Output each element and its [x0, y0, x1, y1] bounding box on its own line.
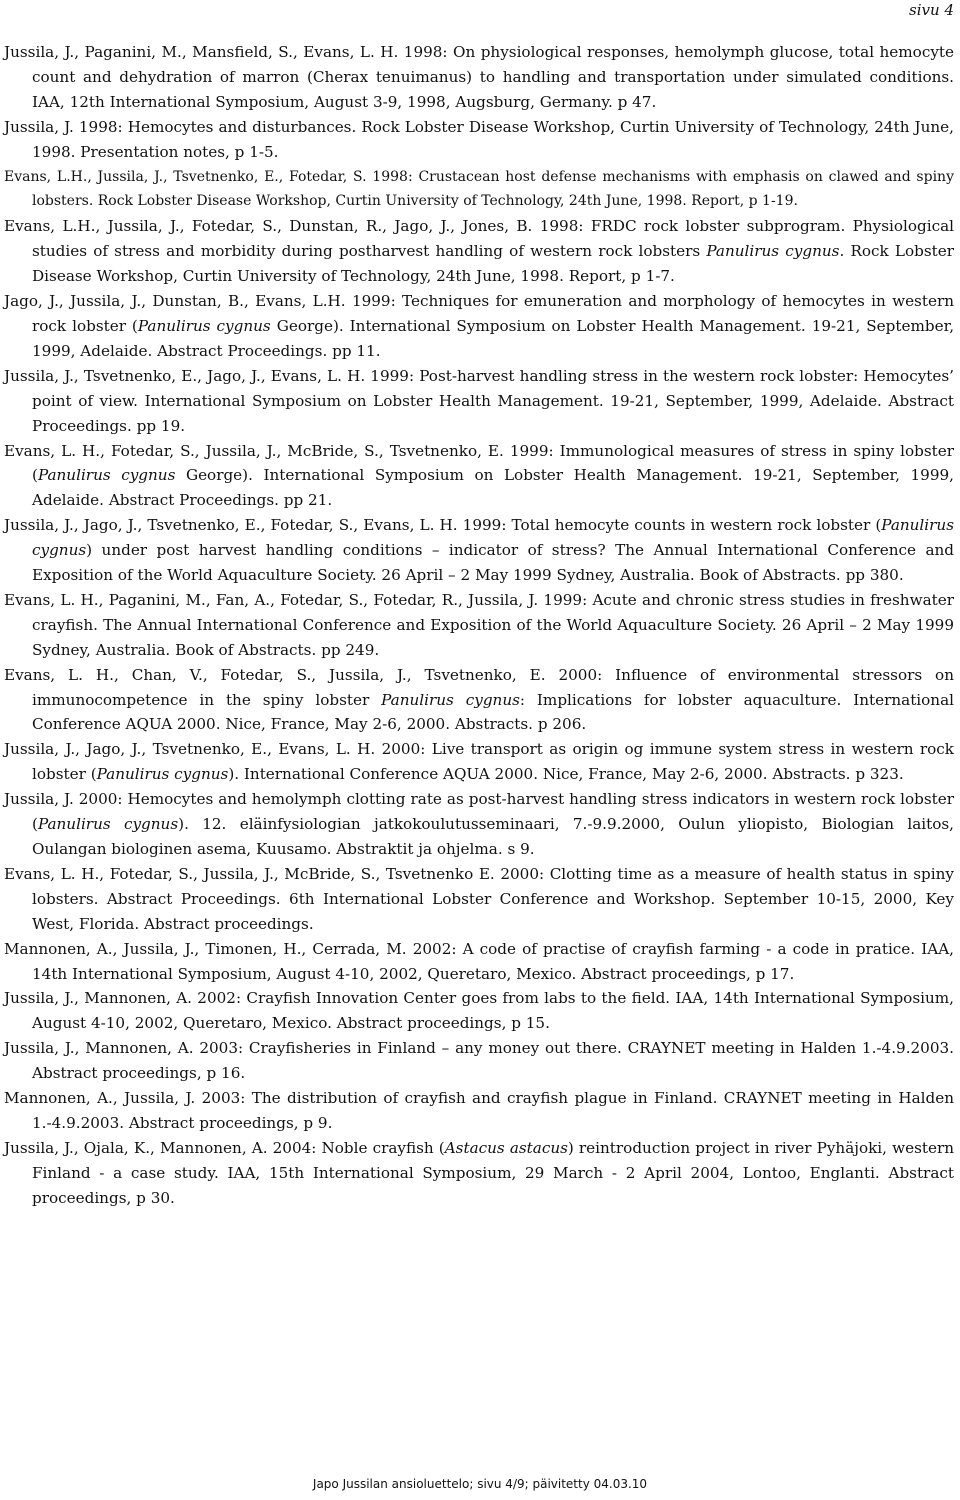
- reference-entry: [4, 787, 954, 862]
- reference-entry: [4, 214, 954, 289]
- reference-text: Evans, L.H., Jussila, J., Fotedar, S., Dunstan, R., Jago, J., Jones, B. 1998: FRDC rock lobster subprogram. Physiological studies of stress and morbidity during postharvest handling of western rock lobsters: [4, 217, 954, 261]
- reference-text: Jago, J., Jussila, J., Dunstan, B., Evans, L.H. 1999: Techniques for emuneration and morphology of hemocytes in western rock lobster (: [4, 292, 954, 335]
- reference-text: Jussila, J., Jago, J., Tsvetnenko, E., Evans, L. H. 2000: Live transport as origin og immune system stress in western rock lobster (: [4, 740, 954, 784]
- species-name-italic: Panulirus cygnus: [381, 690, 520, 709]
- reference-entry: [4, 289, 954, 364]
- reference-entry: [4, 862, 954, 937]
- reference-text: Evans, L. H., Chan, V., Fotedar, S., Jussila, J., Tsvetnenko, E. 2000: Influence of environmental stressors on immunocompetence in the spiny lobster: [4, 665, 954, 709]
- reference-text: George). International Symposium on Lobster Health Management. 19-21, September, 1999, Adelaide. Abstract Proceedings. pp 21.: [32, 466, 954, 510]
- species-name-italic: Panulirus cygnus: [37, 815, 179, 834]
- reference-text: Jussila, J., Ojala, K., Mannonen, A. 2004: Noble crayfish (: [4, 1138, 445, 1157]
- reference-entry: [4, 1086, 954, 1136]
- reference-text: Jussila, J., Mannonen, A. 2003: Crayfisheries in Finland – any money out there. CRAYNET meeting in Halden 1.-4.9.2003. Abstract proceedings, p 16.: [4, 1039, 954, 1083]
- reference-entry: [4, 1136, 954, 1211]
- species-name-italic: Panulirus cygnus: [706, 242, 840, 261]
- reference-text: Mannonen, A., Jussila, J. 2003: The distribution of crayfish and crayfish plague in Finland. CRAYNET meeting in Halden 1.-4.9.2003. Abstract proceedings, p 9.: [4, 1089, 954, 1132]
- reference-entry: [4, 986, 954, 1036]
- reference-entry: [4, 115, 954, 165]
- reference-text: Jussila, J. 1998: Hemocytes and disturbances. Rock Lobster Disease Workshop, Curtin University of Technology, 24th June, 1998. Presentation notes, p 1-5.: [4, 117, 954, 161]
- reference-text: Jussila, J., Mannonen, A. 2002: Crayfish Innovation Center goes from labs to the field. IAA, 14th International Symposium, August 4-10, 2002, Queretaro, Mexico. Abstract proceedings, p 15.: [4, 989, 954, 1033]
- reference-text: Evans, L.H., Jussila, J., Tsvetnenko, E., Fotedar, S. 1998: Crustacean host defense mechanisms with emphasis on clawed and spiny lobsters. Rock Lobster Disease Workshop, Curtin University of Technology, 24th June, 1998. Report, p 1-19.: [4, 168, 954, 210]
- reference-text: : Implications for lobster aquaculture. International Conference AQUA 2000. Nice, France, May 2-6, 2000. Abstracts. p 206.: [32, 690, 954, 734]
- reference-entry: [4, 663, 954, 738]
- reference-text: ). International Conference AQUA 2000. Nice, France, May 2-6, 2000. Abstracts. p 323.: [228, 765, 904, 784]
- reference-entry: [4, 513, 954, 588]
- reference-text: ). 12. eläinfysiologian jatkokoulutusseminaari, 7.-9.9.2000, Oulun yliopisto, Biologian laitos, Oulangan biologinen asema, Kuusamo. Abstraktit ja ohjelma. s 9.: [32, 815, 954, 858]
- reference-text: Jussila, J., Jago, J., Tsvetnenko, E., Fotedar, S., Evans, L. H. 1999: Total hemocyte counts in western rock lobster (: [4, 516, 882, 535]
- species-name-italic: Panulirus cygnus: [32, 516, 954, 560]
- reference-entry: [4, 737, 954, 787]
- species-name-italic: Astacus astacus: [444, 1138, 568, 1157]
- reference-entry: [4, 588, 954, 663]
- page-number-label: sivu 4: [909, 1, 954, 19]
- reference-text: Jussila, J. 2000: Hemocytes and hemolymph clotting rate as post-harvest handling stress indicators in western rock lobster (: [4, 790, 954, 834]
- reference-text: Evans, L. H., Fotedar, S., Jussila, J., McBride, S., Tsvetnenko E. 2000: Clotting time as a measure of health status in spiny lobsters. Abstract Proceedings. 6th International Lobster Conference and Workshop. September 10-15, 2000, Key West, Florida. Abstract proceedings.: [4, 864, 954, 933]
- reference-text: ) reintroduction project in river Pyhäjoki, western Finland - a case study. IAA, 15th International Symposium, 29 March - 2 April 2004, Lontoo, Englanti. Abstract proceedings, p 30.: [32, 1138, 954, 1207]
- reference-text: ) under post harvest handling conditions – indicator of stress? The Annual International Conference and Exposition of the World Aquaculture Society. 26 April – 2 May 1999 Sydney, Australia. Book of Abstracts. pp 380.: [32, 541, 954, 585]
- reference-text: Mannonen, A., Jussila, J., Timonen, H., Cerrada, M. 2002: A code of practise of crayfish farming - a code in pratice. IAA, 14th International Symposium, August 4-10, 2002, Queretaro, Mexico. Abstract proceedings, p 17.: [4, 939, 954, 983]
- reference-entry: [4, 165, 954, 215]
- reference-entry: [4, 439, 954, 514]
- reference-entry: [4, 364, 954, 439]
- reference-list: [4, 40, 954, 1211]
- species-name-italic: Panulirus cygnus: [137, 316, 271, 335]
- reference-text: . Rock Lobster Disease Workshop, Curtin University of Technology, 24th June, 1998. Report, p 1-7.: [32, 242, 955, 286]
- reference-text: George). International Symposium on Lobster Health Management. 19-21, September, 1999, Adelaide. Abstract Proceedings. pp 11.: [32, 316, 955, 360]
- reference-text: Jussila, J., Paganini, M., Mansfield, S., Evans, L. H. 1998: On physiological responses, hemolymph glucose, total hemocyte count and dehydration of marron (Cherax tenuimanus) to handling and transportation under simulated conditions. IAA, 12th International Symposium, August 3-9, 1998, Augsburg, Germany. p 47.: [4, 43, 954, 111]
- reference-entry: [4, 40, 954, 115]
- reference-text: Jussila, J., Tsvetnenko, E., Jago, J., Evans, L. H. 1999: Post-harvest handling stress in the western rock lobster: Hemocytes’ point of view. International Symposium on Lobster Health Management. 19-21, September, 1999, Adelaide. Abstract Proceedings. pp 19.: [4, 366, 954, 435]
- reference-entry: [4, 937, 954, 987]
- species-name-italic: Panulirus cygnus: [96, 765, 229, 784]
- reference-text: Evans, L. H., Paganini, M., Fan, A., Fotedar, S., Fotedar, R., Jussila, J. 1999: Acute and chronic stress studies in freshwater crayfish. The Annual International Conference and Exposition of the World Aquaculture Society. 26 April – 2 May 1999 Sydney, Australia. Book of Abstracts. pp 249.: [4, 590, 954, 659]
- species-name-italic: Panulirus cygnus: [37, 466, 176, 485]
- reference-text: Evans, L. H., Fotedar, S., Jussila, J., McBride, S., Tsvetnenko, E. 1999: Immunological measures of stress in spiny lobster (: [4, 441, 954, 485]
- page-footer: Japo Jussilan ansioluettelo; sivu 4/9; päivitetty 04.03.10: [312, 1477, 648, 1491]
- reference-entry: [4, 1036, 954, 1086]
